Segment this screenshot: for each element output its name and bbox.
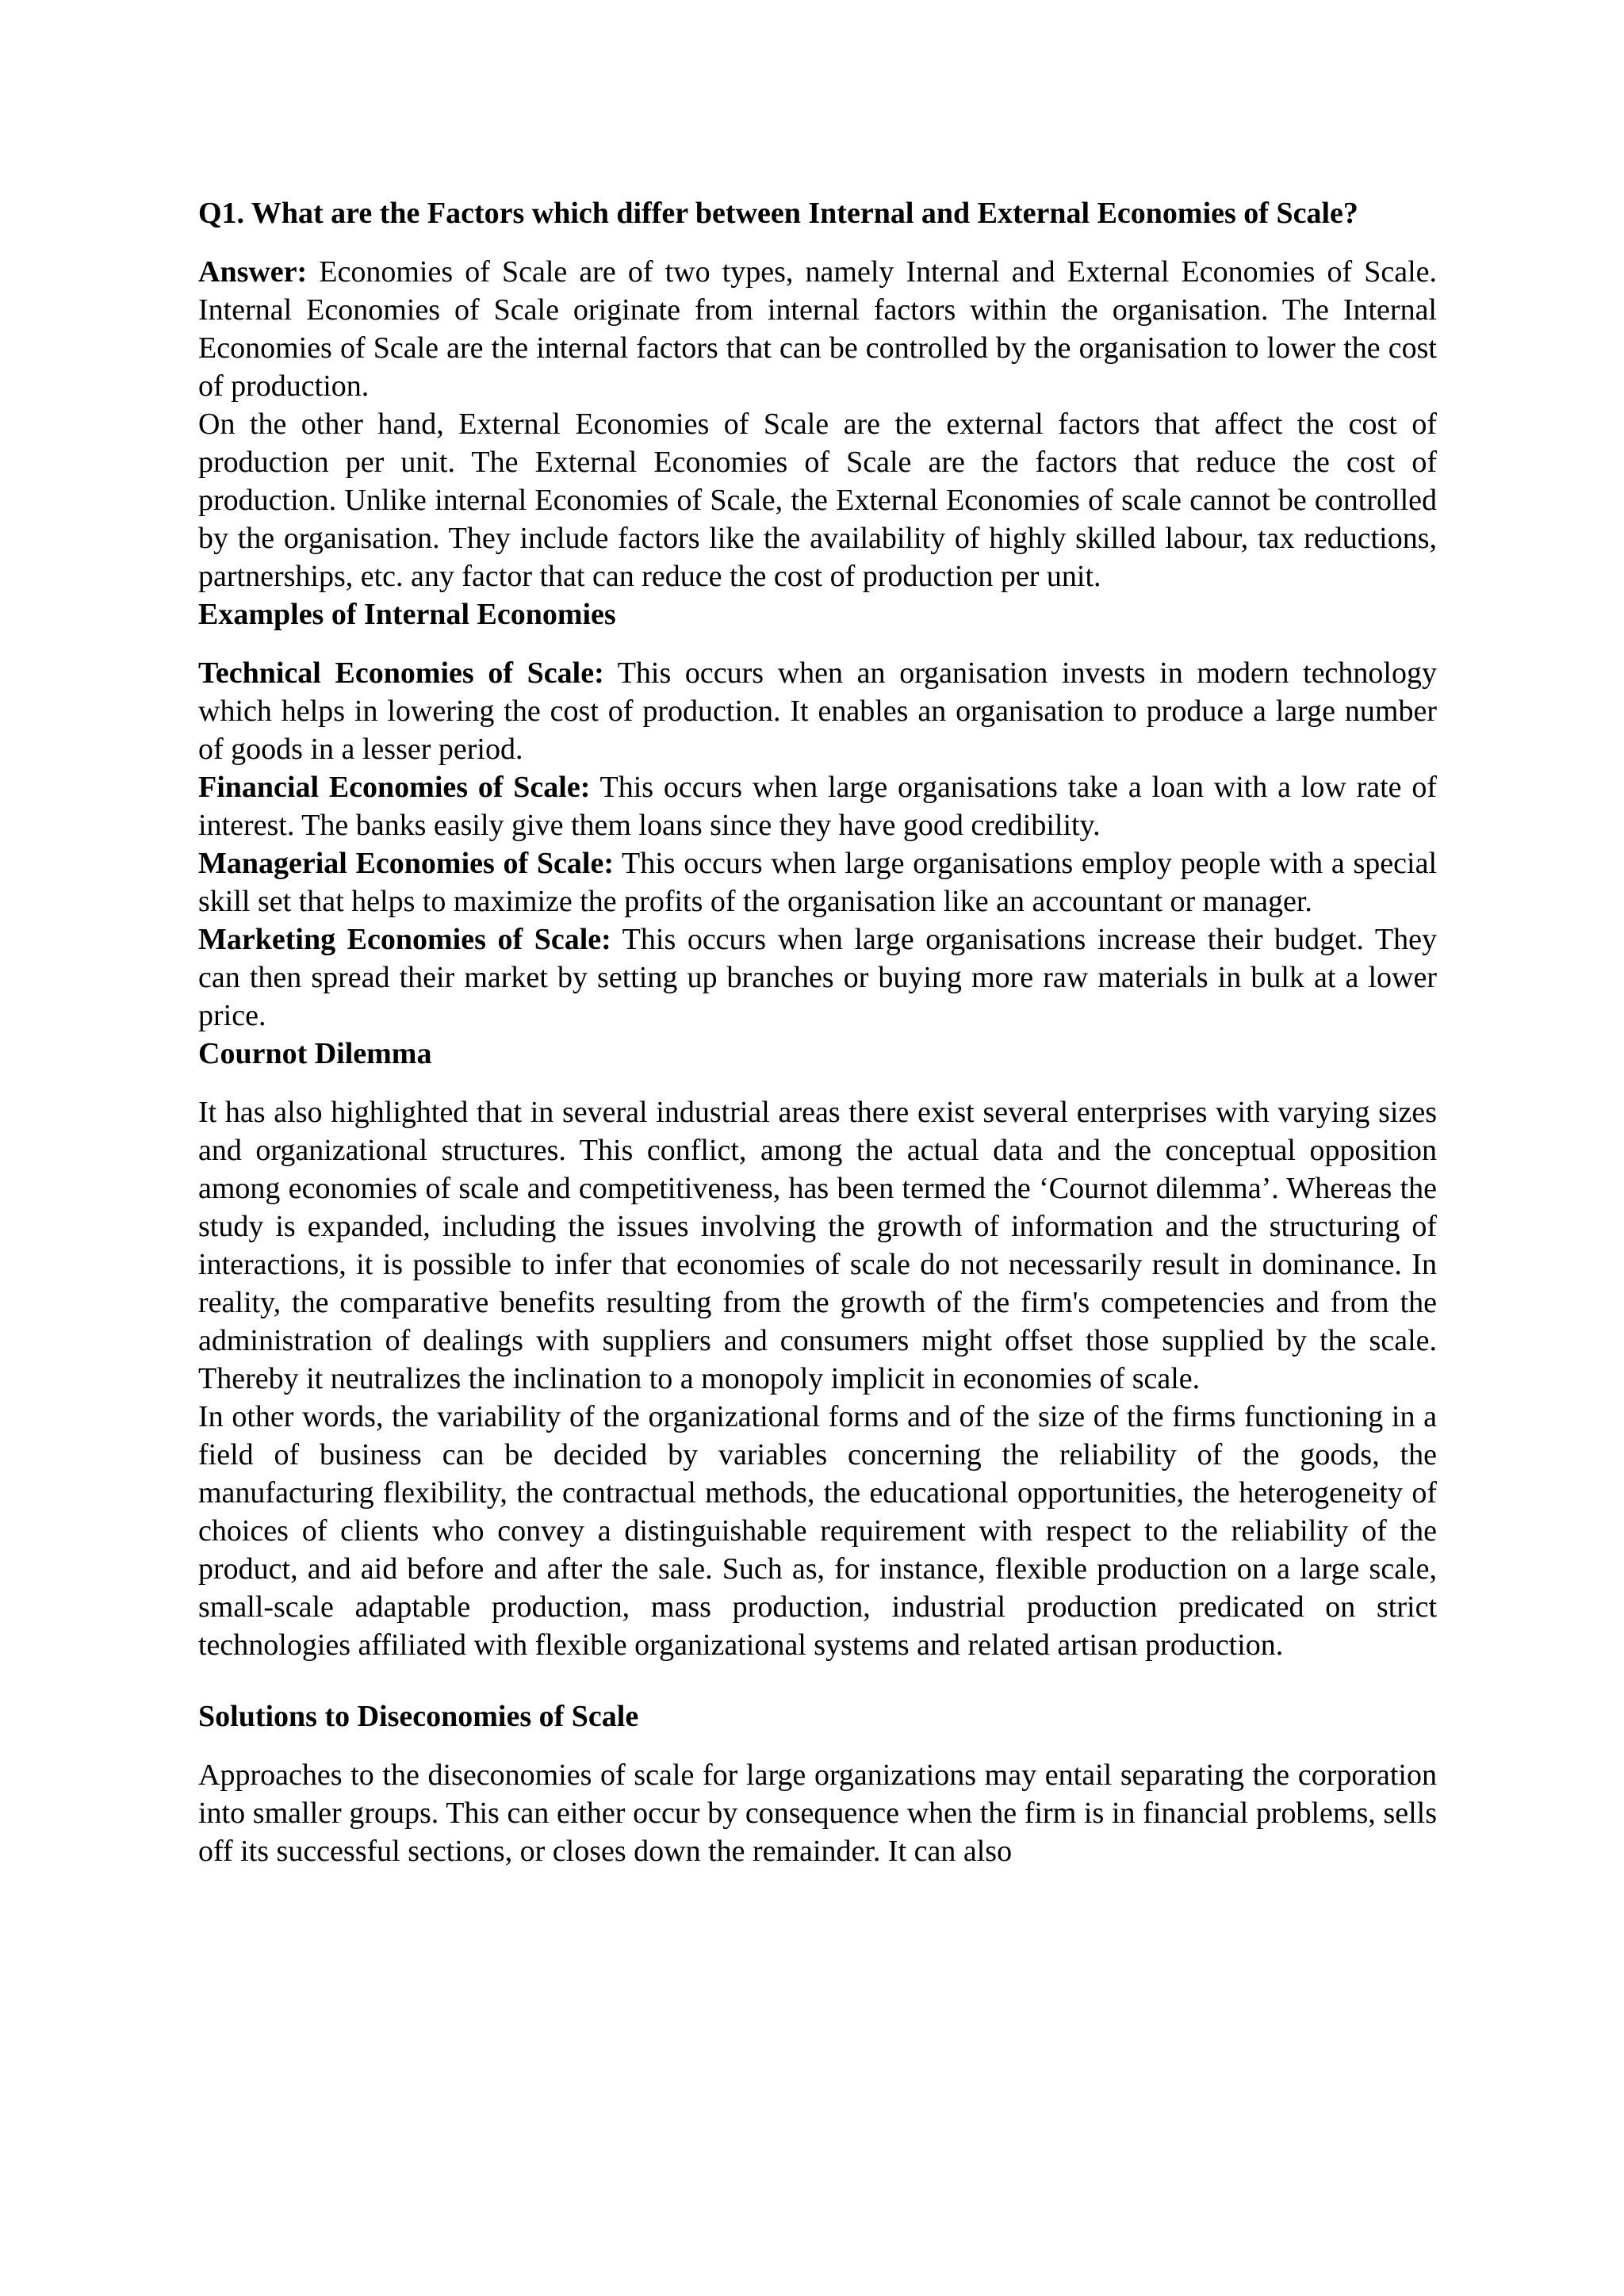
solutions-paragraph-1: Approaches to the diseconomies of scale for large organizations may entail separating the corporation into smaller groups. This can either occur by consequence when the firm is in financial problems, sells off its successful sections, or closes down the remainder. It can also (198, 1758, 1437, 1868)
section-heading-cournot: Cournot Dilemma (198, 1037, 432, 1070)
example-financial (198, 768, 1437, 844)
cournot-paragraph-2: In other words, the variability of the organizational forms and of the size of the firms functioning in a field of business can be decided by variables concerning the reliability of the goods, the manufacturing flexibility, the contractual methods, the educational opportunities, the heterogeneity of choices of clients who convey a distinguishable requirement with respect to the reliability of the product, and aid before and after the sale. Such as, for instance, flexible production on a large scale, small-scale adaptable production, mass production, industrial production predicated on strict technologies affiliated with flexible organizational systems and related artisan production. (198, 1400, 1437, 1662)
example-text: This occurs when large organisations increase their budget. They can then spread their market by setting up branches or buying more raw materials in bulk at a lower price. (198, 923, 1437, 1032)
answer-paragraph-2: On the other hand, External Economies of Scale are the external factors that affect the cost of production per unit. The External Economies of Scale are the factors that reduce the cost of production. Unlike internal Economies of Scale, the External Economies of scale cannot be controlled by the organisation. They include factors like the availability of highly skilled labour, tax reductions, partnerships, etc. any factor that can reduce the cost of production per unit. (198, 408, 1437, 593)
cournot-paragraph-1: It has also highlighted that in several industrial areas there exist several enterprises with varying sizes and organizational structures. This conflict, among the actual data and the conceptual opposition among economies of scale and competitiveness, has been termed the ‘Cournot dilemma’. Whereas the study is expanded, including the issues involving the growth of information and the structuring of interactions, it is possible to infer that economies of scale do not necessarily result in dominance. In reality, the comparative benefits resulting from the growth of the firm's competencies and from the administration of dealings with suppliers and consumers might offset those supplied by the scale. Thereby it neutralizes the inclination to a monopoly implicit in economies of scale. (198, 1096, 1437, 1395)
example-managerial (198, 844, 1437, 920)
example-term: Technical Economies of Scale: (198, 656, 604, 690)
answer-paragraph-1 (198, 253, 1437, 405)
section-heading-internal-examples: Examples of Internal Economies (198, 598, 616, 631)
example-term: Marketing Economies of Scale: (198, 923, 611, 956)
answer-label: Answer: (198, 255, 308, 289)
document-page (198, 194, 1437, 1870)
answer-text-1: Economies of Scale are of two types, namely Internal and External Economies of Scale. Internal Economies of Scale originate from internal factors within the organisation. The Internal Economies of Scale are the internal factors that can be controlled by the organisation to lower the cost of production. (198, 255, 1437, 403)
example-term: Financial Economies of Scale: (198, 771, 591, 804)
section-heading-solutions: Solutions to Diseconomies of Scale (198, 1700, 639, 1733)
question-title: Q1. What are the Factors which differ between Internal and External Economies of Scale? (198, 197, 1358, 230)
example-term: Managerial Economies of Scale: (198, 847, 614, 880)
example-technical (198, 654, 1437, 768)
example-text: This occurs when an organisation invests in modern technology which helps in lowering the cost of production. It enables an organisation to produce a large number of goods in a lesser period. (198, 656, 1437, 766)
example-text: This occurs when large organisations take a loan with a low rate of interest. The banks easily give them loans since they have good credibility. (198, 771, 1437, 842)
example-text: This occurs when large organisations employ people with a special skill set that helps to maximize the profits of the organisation like an accountant or manager. (198, 847, 1438, 918)
example-marketing (198, 920, 1437, 1035)
